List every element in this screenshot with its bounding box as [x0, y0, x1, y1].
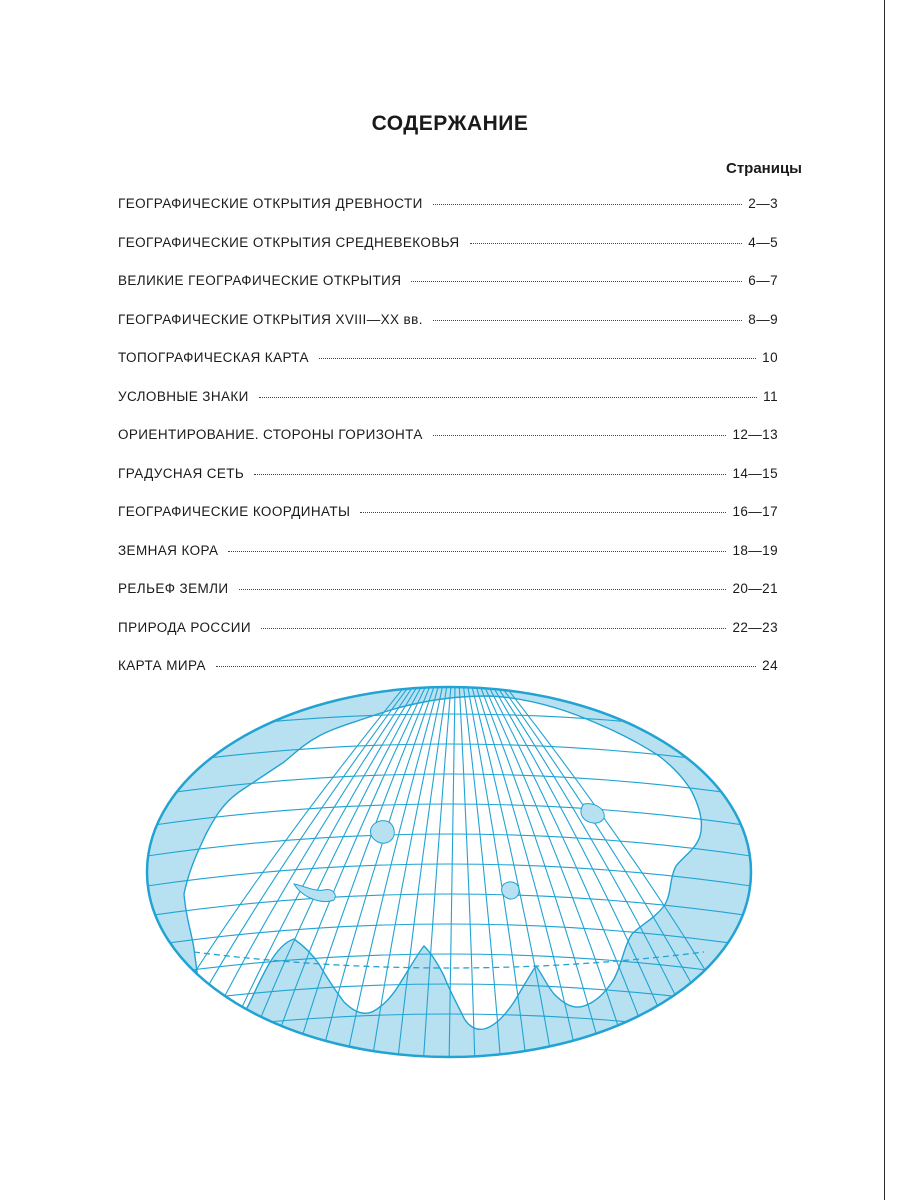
water-body	[502, 882, 519, 899]
toc-entry-pages: 24	[762, 658, 778, 673]
toc-entry-pages: 16—17	[732, 504, 778, 519]
dot-leader	[261, 627, 727, 629]
toc-entry[interactable]	[118, 389, 778, 428]
dot-leader	[411, 280, 742, 282]
toc-entry-pages: 2—3	[748, 196, 778, 211]
pages-column-heading: Страницы	[726, 160, 802, 177]
dot-leader	[360, 511, 726, 513]
dot-leader	[470, 242, 743, 244]
dot-leader	[239, 588, 727, 590]
toc-entry-pages: 8—9	[748, 311, 778, 327]
dot-leader	[259, 396, 757, 398]
table-of-contents	[118, 196, 778, 697]
toc-entry[interactable]	[118, 350, 778, 389]
toc-entry[interactable]	[118, 196, 778, 235]
toc-entry-pages: 11	[763, 388, 778, 404]
water-body	[371, 821, 395, 844]
toc-entry[interactable]	[118, 235, 778, 274]
toc-entry-title: РЕЛЬЕФ ЗЕМЛИ	[118, 581, 229, 596]
dot-leader	[433, 434, 727, 436]
toc-entry-title: ГЕОГРАФИЧЕСКИЕ ОТКРЫТИЯ XVIII—XX вв.	[118, 311, 423, 327]
world-map-illustration	[144, 684, 754, 1060]
toc-entry[interactable]	[118, 620, 778, 659]
toc-entry-title: ПРИРОДА РОССИИ	[118, 619, 251, 635]
toc-entry[interactable]	[118, 504, 778, 543]
toc-entry-title: ГЕОГРАФИЧЕСКИЕ КООРДИНАТЫ	[118, 504, 351, 519]
toc-entry-title: ОРИЕНТИРОВАНИЕ. СТОРОНЫ ГОРИЗОНТА	[118, 427, 423, 442]
toc-entry-title: ГРАДУСНАЯ СЕТЬ	[118, 465, 245, 481]
toc-entry-pages: 12—13	[732, 427, 778, 442]
toc-entry-title: ГЕОГРАФИЧЕСКИЕ ОТКРЫТИЯ СРЕДНЕВЕКОВЬЯ	[118, 234, 460, 250]
page-edge-rule	[884, 0, 885, 1200]
toc-entry-title: ТОПОГРАФИЧЕСКАЯ КАРТА	[118, 350, 309, 365]
dot-leader	[228, 550, 726, 552]
dot-leader	[433, 319, 742, 321]
toc-entry-pages: 14—15	[732, 465, 778, 481]
dot-leader	[254, 473, 726, 475]
toc-entry-title: ГЕОГРАФИЧЕСКИЕ ОТКРЫТИЯ ДРЕВНОСТИ	[118, 196, 423, 211]
toc-entry-title: ВЕЛИКИЕ ГЕОГРАФИЧЕСКИЕ ОТКРЫТИЯ	[118, 273, 402, 288]
toc-entry-title: УСЛОВНЫЕ ЗНАКИ	[118, 388, 249, 404]
toc-entry[interactable]	[118, 427, 778, 466]
toc-entry-pages: 18—19	[732, 542, 778, 558]
toc-entry-pages: 4—5	[748, 234, 778, 250]
toc-entry-pages: 20—21	[732, 581, 778, 596]
dot-leader	[433, 203, 743, 205]
toc-entry[interactable]	[118, 273, 778, 312]
toc-entry-pages: 10	[762, 350, 778, 365]
dot-leader	[216, 665, 756, 667]
toc-entry[interactable]	[118, 466, 778, 505]
toc-entry[interactable]	[118, 581, 778, 620]
toc-entry-title: ЗЕМНАЯ КОРА	[118, 542, 219, 558]
dot-leader	[319, 357, 756, 359]
toc-entry[interactable]	[118, 543, 778, 582]
toc-entry-title: КАРТА МИРА	[118, 658, 206, 673]
world-map-icon	[144, 684, 754, 1060]
toc-entry-pages: 22—23	[732, 619, 778, 635]
toc-entry-pages: 6—7	[748, 273, 778, 288]
page-title: СОДЕРЖАНИЕ	[371, 112, 529, 135]
toc-entry[interactable]	[118, 312, 778, 351]
